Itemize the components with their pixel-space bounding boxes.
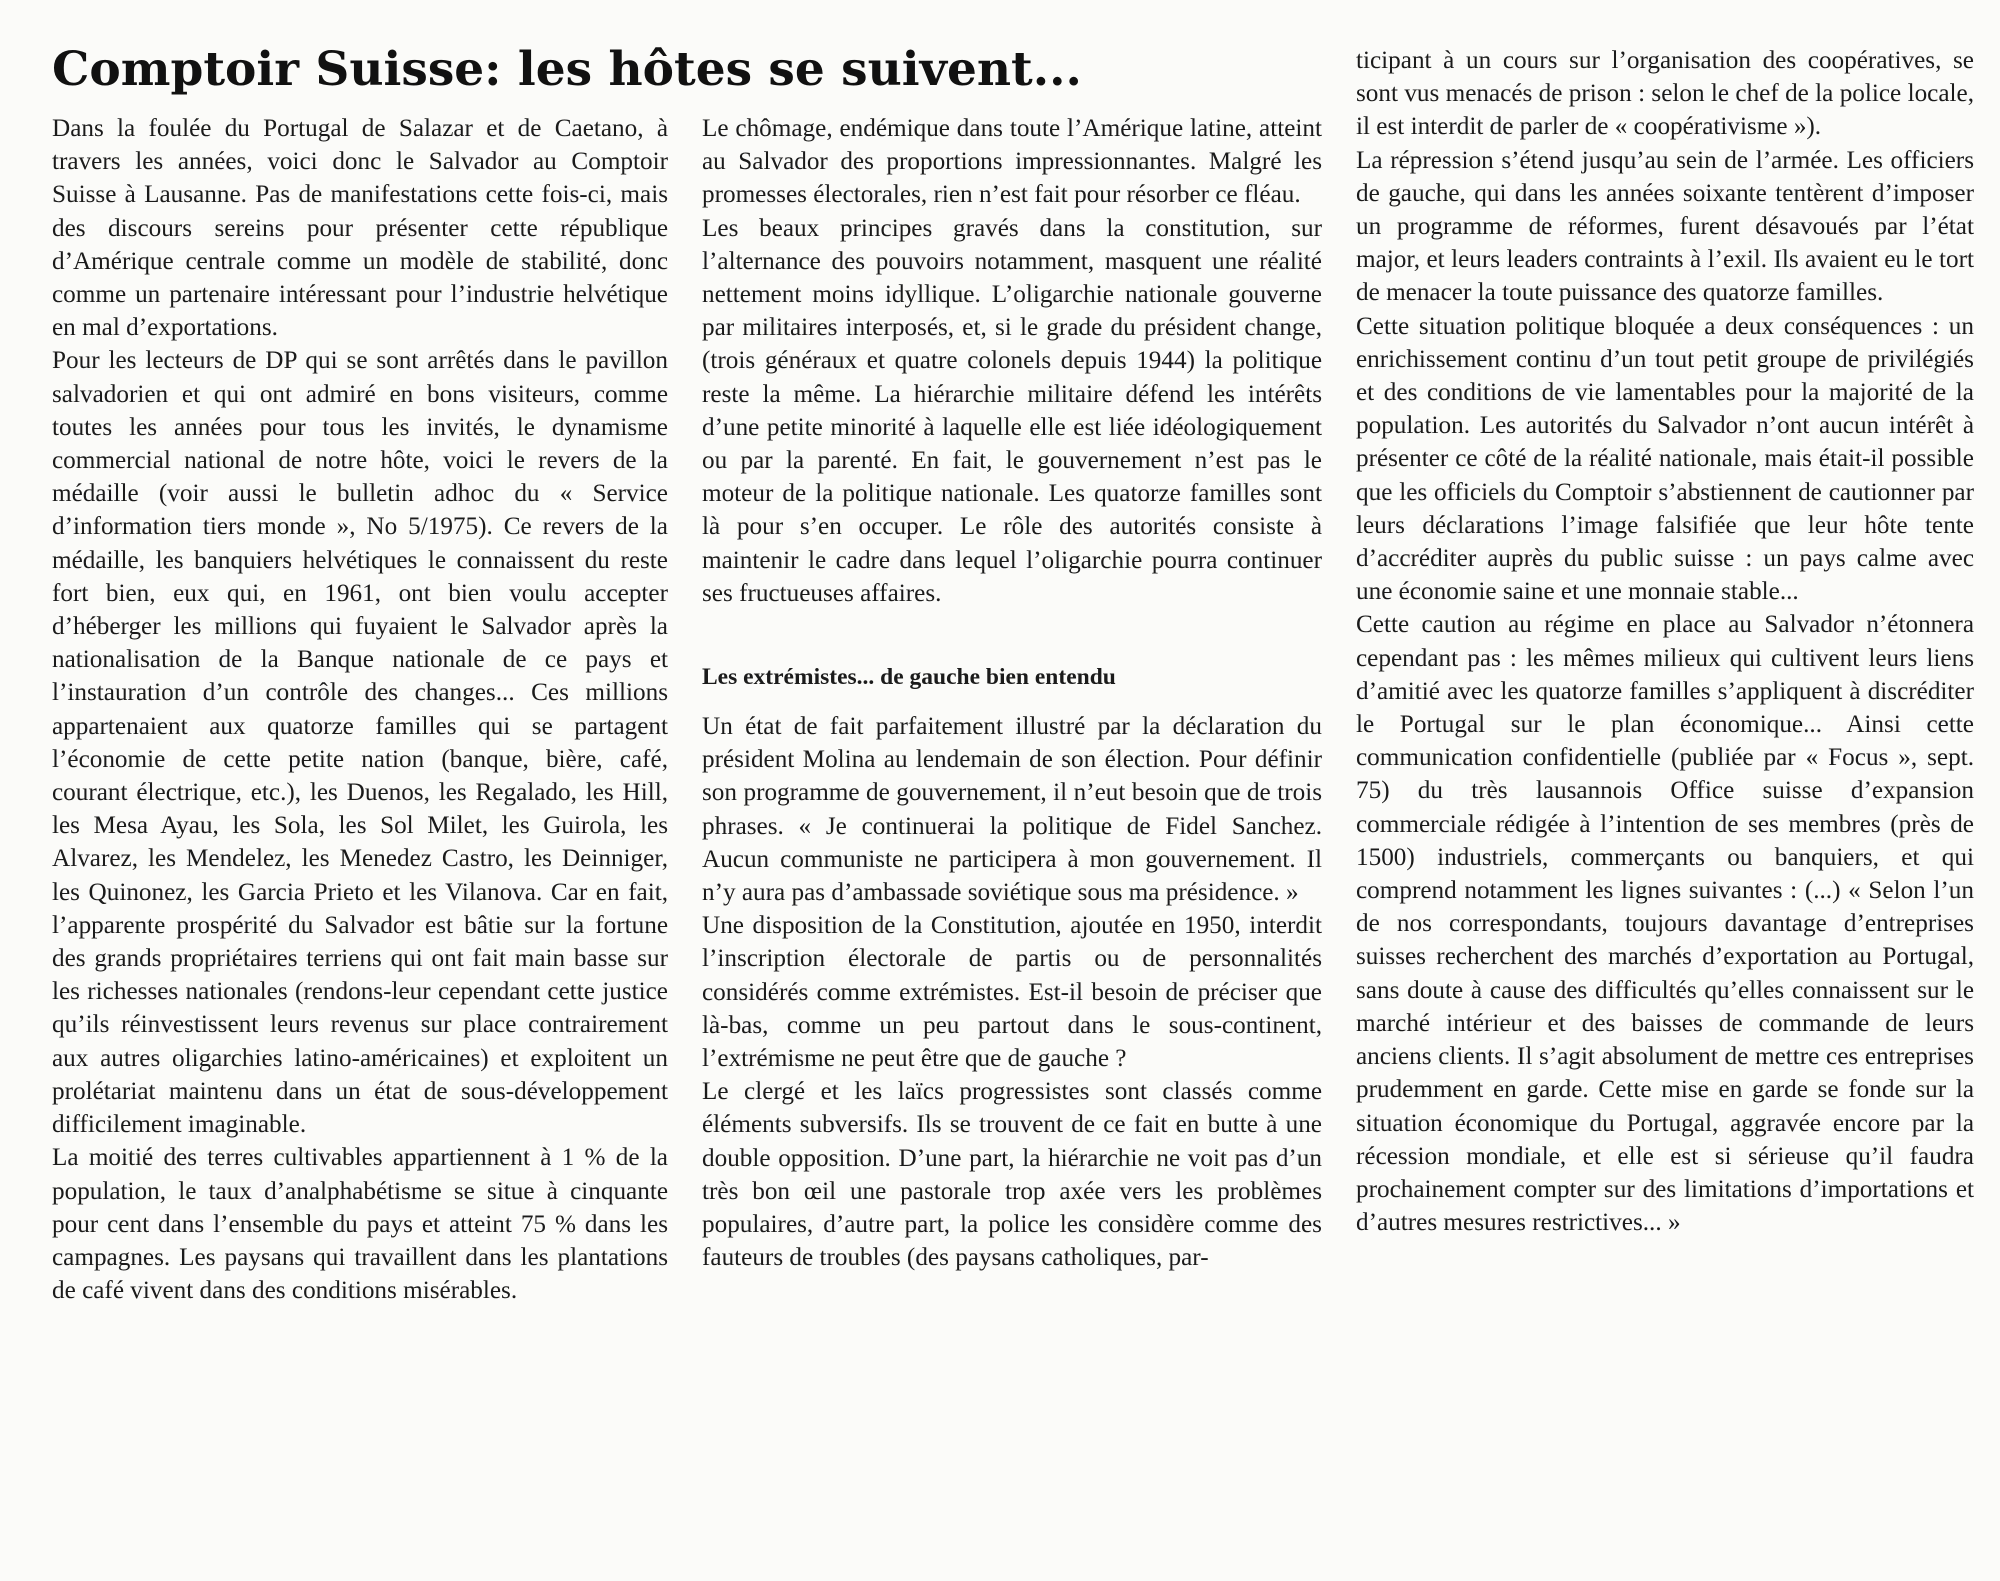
paragraph: Le chômage, endémique dans toute l’Amérique latine, atteint au Salvador des proportions impressionnantes. Malgré les promesses électorales, rien n’est fait pour résorber ce fléau. xyxy=(702,115,1322,209)
paragraph: Dans la foulée du Portugal de Salazar et de Caetano, à travers les années, voici donc le Salvador au Comptoir Suisse à Lausanne. Pas de manifestations cette fois-ci, mais des discours sereins pour présenter cette république d’Amérique centrale comme un modèle de stabilité, donc comme un partenaire intéressant pour l’industrie helvétique en mal d’exportations. xyxy=(52,115,668,342)
spacer xyxy=(702,610,1322,661)
paragraph: Cette caution au régime en place au Salvador n’étonnera cependant pas : les mêmes milieux qui cultivent leurs liens d’amitié avec les quatorze familles s’appliquent à discréditer le Portugal sur le plan économique... Ainsi cette communication confidentielle (publiée par « Focus », sept. 75) du très lausannois Office suisse d’expansion commerciale rédigée à l’intention de ses membres (près de 1500) industriels, commerçants ou banquiers, et qui comprend notamment les lignes suivantes : (...) « Selon l’un de nos correspondants, toujours davantage d’entreprises suisses recherchent des marchés d’exportation au Portugal, sans doute à cause des difficultés qu’elles connaissent sur le marché intérieur et des baisses de commande de leurs anciens clients. Il s’agit absolument de mettre ces entreprises prudemment en garde. Cette mise en garde se fonde sur la situation économique du Portugal, aggravée encore par la récession mondiale, et elle est si sérieuse qu’il faudra prochainement compter sur des limitations d’importations et d’autres mesures restrictives... » xyxy=(1356,611,1974,1237)
paragraph: Cette situation politique bloquée a deux conséquences : un enrichissement continu d’un tout petit groupe de privilégiés et des conditions de vie lamentables pour la majorité de la population. Les autorités du Salvador n’ont aucun intérêt à présenter ce côté de la réalité nationale, mais était-il possible que les officiels du Comptoir s’abstiennent de cautionner par leurs déclarations l’image falsifiée que leur hôte tente d’accréditer auprès du public suisse : un pays calme avec une économie saine et une monnaie stable... xyxy=(1356,312,1974,606)
paragraph: La moitié des terres cultivables appartiennent à 1 % de la population, le taux d’analphabétisme se situe à cinquante pour cent dans l’ensemble du pays et atteint 75 % dans les campagnes. Les paysans qui travaillent dans les plantations de café vivent dans des conditions misérables. xyxy=(52,1144,668,1305)
paragraph: Pour les lecteurs de DP qui se sont arrêtés dans le pavillon salvadorien et qui ont admiré en bons visiteurs, comme toutes les années pour tous les invités, le dynamisme commercial national de notre hôte, voici le revers de la médaille (voir aussi le bulletin adhoc du « Service d’information tiers monde », No 5/1975). Ce revers de la médaille, les banquiers helvétiques le connaissent du reste fort bien, eux qui, en 1961, ont bien voulu accepter d’héberger les millions qui fuyaient le Salvador après la nationalisation de la Banque nationale de ce pays et l’instauration d’un contrôle des changes... Ces millions appartenaient aux quatorze familles qui se partagent l’économie de cette petite nation (banque, bière, café, courant électrique, etc.), les Duenos, les Regalado, les Hill, les Mesa Ayau, les Sola, les Sol Milet, les Guirola, les Alvarez, les Mendelez, les Menedez Castro, les Deinniger, les Quinonez, les Garcia Prieto et les Vilanova. Car en fait, l’apparente prospérité du Salvador est bâtie sur la fortune des grands propriétaires terriens qui ont fait main basse sur les richesses nationales (rendons-leur cependant cette justice qu’ils réinvestissent leurs revenus sur place contrairement aux autres oligarchies latino-américaines) et exploitent un prolétariat maintenu dans un état de sous-développement difficilement imaginable. xyxy=(52,347,668,1139)
paragraph: Un état de fait parfaitement illustré par la déclaration du président Molina au lendemain de son élection. Pour définir son programme de gouvernement, il n’eut besoin que de trois phrases. « Je continuerai la politique de Fidel Sanchez. Aucun communiste ne participera à mon gouvernement. Il n’y aura pas d’ambassade soviétique sous ma présidence. » xyxy=(702,713,1322,907)
section-subheading: Les extrémistes... de gauche bien entendu xyxy=(702,664,1116,691)
text-column-3 xyxy=(1356,44,1974,1239)
paragraph: ticipant à un cours sur l’organisation des coopératives, se sont vus menacés de prison : selon le chef de la police locale, il est interdit de parler de « coopérativisme »). xyxy=(1356,47,1974,141)
paragraph: Le clergé et les laïcs progressistes sont classés comme éléments subversifs. Ils se trouvent de ce fait en butte à une double opposition. D’une part, la hiérarchie ne voit pas d’un très bon œil une pastorale trop axée vers les problèmes populaires, d’autre part, la police les considère comme des fauteurs de troubles (des paysans catholiques, par- xyxy=(702,1078,1322,1272)
article-title: Comptoir Suisse: les hôtes se suivent... xyxy=(52,42,1082,97)
paragraph: La répression s’étend jusqu’au sein de l’armée. Les officiers de gauche, qui dans les années soixante tentèrent d’imposer un programme de réformes, furent désavoués par l’état major, et leurs leaders contraints à l’exil. Ils avaient eu le tort de menacer la toute puissance des quatorze familles. xyxy=(1356,146,1974,307)
paragraph: Les beaux principes gravés dans la constitution, sur l’alternance des pouvoirs notamment, masquent une réalité nettement moins idyllique. L’oligarchie nationale gouverne par militaires interposés, et, si le grade du président change, (trois généraux et quatre colonels depuis 1944) la politique reste la même. La hiérarchie militaire défend les intérêts d’une petite minorité à laquelle elle est liée idéologiquement ou par la parenté. En fait, le gouvernement n’est pas le moteur de la politique nationale. Les quatorze familles sont là pour s’en occuper. Le rôle des autorités consiste à maintenir le cadre dans lequel l’oligarchie pourra continuer ses fructueuses affaires. xyxy=(702,214,1322,607)
text-column-1 xyxy=(52,112,668,1307)
paragraph: Une disposition de la Constitution, ajoutée en 1950, interdit l’inscription électorale de partis ou de personnalités considérés comme extrémistes. Est-il besoin de préciser que là-bas, comme un peu partout dans le sous-continent, l’extrémisme ne peut être que de gauche ? xyxy=(702,912,1322,1073)
spacer xyxy=(702,694,1322,710)
text-column-2 xyxy=(702,112,1322,1275)
